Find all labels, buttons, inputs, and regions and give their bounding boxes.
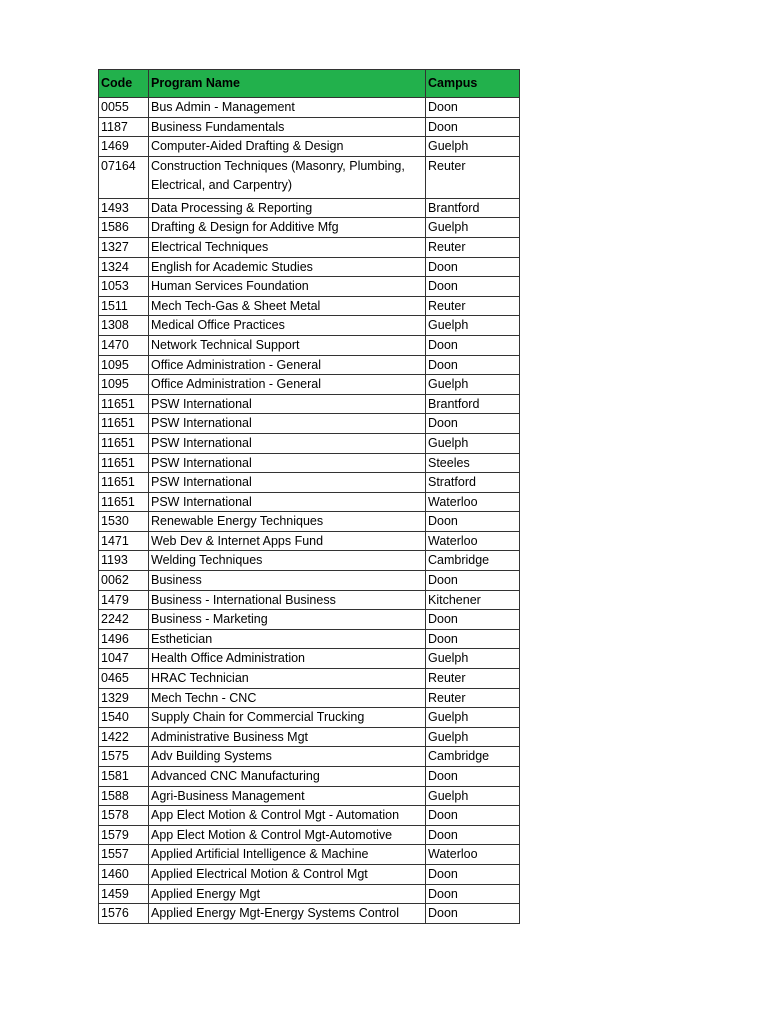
table-row <box>99 156 520 198</box>
cell-program-name: Business Fundamentals <box>149 117 426 137</box>
cell-campus: Reuter <box>426 669 520 689</box>
table-row <box>99 825 520 845</box>
cell-campus: Doon <box>426 629 520 649</box>
cell-program-name: Office Administration - General <box>149 355 426 375</box>
cell-program-name: Esthetician <box>149 629 426 649</box>
cell-campus: Guelph <box>426 433 520 453</box>
cell-program-name: PSW International <box>149 394 426 414</box>
table-row <box>99 473 520 493</box>
cell-code: 1579 <box>99 825 149 845</box>
table-row <box>99 137 520 157</box>
table-row <box>99 98 520 118</box>
cell-program-name: Welding Techniques <box>149 551 426 571</box>
cell-code: 1576 <box>99 904 149 924</box>
cell-program-name: Business <box>149 571 426 591</box>
table-row <box>99 590 520 610</box>
cell-program-name: Agri-Business Management <box>149 786 426 806</box>
cell-code: 1469 <box>99 137 149 157</box>
cell-program-name: Applied Energy Mgt <box>149 884 426 904</box>
cell-code: 1578 <box>99 806 149 826</box>
cell-program-name: Electrical Techniques <box>149 237 426 257</box>
cell-program-name: Applied Electrical Motion & Control Mgt <box>149 864 426 884</box>
table-row <box>99 610 520 630</box>
cell-program-name: App Elect Motion & Control Mgt - Automation <box>149 806 426 826</box>
cell-code: 1479 <box>99 590 149 610</box>
table-row <box>99 296 520 316</box>
cell-campus: Guelph <box>426 375 520 395</box>
cell-campus: Doon <box>426 884 520 904</box>
table-row <box>99 806 520 826</box>
cell-program-name: Supply Chain for Commercial Trucking <box>149 708 426 728</box>
cell-campus: Guelph <box>426 649 520 669</box>
table-row <box>99 531 520 551</box>
cell-program-name: Drafting & Design for Additive Mfg <box>149 218 426 238</box>
table-row <box>99 904 520 924</box>
cell-program-name: Advanced CNC Manufacturing <box>149 767 426 787</box>
cell-program-name: PSW International <box>149 433 426 453</box>
table-row <box>99 571 520 591</box>
cell-program-name: Business - International Business <box>149 590 426 610</box>
cell-campus: Reuter <box>426 237 520 257</box>
table-row <box>99 375 520 395</box>
cell-code: 11651 <box>99 394 149 414</box>
table-row <box>99 433 520 453</box>
cell-code: 1095 <box>99 375 149 395</box>
cell-code: 1575 <box>99 747 149 767</box>
cell-program-name: English for Academic Studies <box>149 257 426 277</box>
cell-program-name: Applied Artificial Intelligence & Machine <box>149 845 426 865</box>
cell-code: 1588 <box>99 786 149 806</box>
cell-campus: Guelph <box>426 727 520 747</box>
cell-campus: Reuter <box>426 296 520 316</box>
cell-program-name: Applied Energy Mgt-Energy Systems Control <box>149 904 426 924</box>
cell-code: 11651 <box>99 453 149 473</box>
cell-campus: Cambridge <box>426 747 520 767</box>
cell-campus: Doon <box>426 277 520 297</box>
cell-campus: Doon <box>426 257 520 277</box>
cell-campus: Guelph <box>426 218 520 238</box>
cell-program-name: Bus Admin - Management <box>149 98 426 118</box>
cell-code: 1557 <box>99 845 149 865</box>
cell-campus: Doon <box>426 571 520 591</box>
cell-code: 1459 <box>99 884 149 904</box>
cell-campus: Doon <box>426 825 520 845</box>
cell-campus: Doon <box>426 117 520 137</box>
cell-campus: Kitchener <box>426 590 520 610</box>
cell-code: 1581 <box>99 767 149 787</box>
header-code: Code <box>99 70 149 98</box>
cell-campus: Doon <box>426 864 520 884</box>
table-row <box>99 316 520 336</box>
cell-program-name: HRAC Technician <box>149 669 426 689</box>
table-row <box>99 708 520 728</box>
cell-campus: Doon <box>426 610 520 630</box>
cell-program-name: PSW International <box>149 453 426 473</box>
table-row <box>99 649 520 669</box>
cell-program-name: Adv Building Systems <box>149 747 426 767</box>
table-row <box>99 727 520 747</box>
cell-code: 1095 <box>99 355 149 375</box>
cell-code: 1324 <box>99 257 149 277</box>
cell-code: 0055 <box>99 98 149 118</box>
cell-code: 1187 <box>99 117 149 137</box>
cell-program-name: Health Office Administration <box>149 649 426 669</box>
cell-code: 1329 <box>99 688 149 708</box>
table-row <box>99 117 520 137</box>
cell-program-name: Computer-Aided Drafting & Design <box>149 137 426 157</box>
table-row <box>99 237 520 257</box>
cell-campus: Reuter <box>426 156 520 198</box>
cell-code: 1586 <box>99 218 149 238</box>
cell-program-name: Business - Marketing <box>149 610 426 630</box>
cell-code: 1422 <box>99 727 149 747</box>
cell-campus: Doon <box>426 414 520 434</box>
table-row <box>99 845 520 865</box>
table-row <box>99 864 520 884</box>
cell-code: 1047 <box>99 649 149 669</box>
cell-program-name: App Elect Motion & Control Mgt-Automotive <box>149 825 426 845</box>
header-row <box>99 70 520 98</box>
cell-code: 1540 <box>99 708 149 728</box>
cell-program-name: Data Processing & Reporting <box>149 198 426 218</box>
cell-campus: Guelph <box>426 316 520 336</box>
table-row <box>99 492 520 512</box>
programs-table <box>98 69 520 924</box>
table-row <box>99 629 520 649</box>
cell-campus: Doon <box>426 904 520 924</box>
table-row <box>99 747 520 767</box>
cell-code: 2242 <box>99 610 149 630</box>
cell-program-name: Mech Techn - CNC <box>149 688 426 708</box>
table-row <box>99 198 520 218</box>
table-row <box>99 257 520 277</box>
cell-campus: Reuter <box>426 688 520 708</box>
table-row <box>99 512 520 532</box>
table-row <box>99 786 520 806</box>
cell-code: 1493 <box>99 198 149 218</box>
cell-program-name: Network Technical Support <box>149 335 426 355</box>
cell-program-name: PSW International <box>149 492 426 512</box>
cell-program-name: PSW International <box>149 414 426 434</box>
cell-campus: Doon <box>426 512 520 532</box>
cell-program-name: Web Dev & Internet Apps Fund <box>149 531 426 551</box>
table-row <box>99 414 520 434</box>
table-row <box>99 394 520 414</box>
table-row <box>99 335 520 355</box>
header-campus: Campus <box>426 70 520 98</box>
cell-code: 11651 <box>99 492 149 512</box>
cell-code: 1327 <box>99 237 149 257</box>
cell-code: 0062 <box>99 571 149 591</box>
cell-code: 1193 <box>99 551 149 571</box>
cell-code: 0465 <box>99 669 149 689</box>
cell-campus: Doon <box>426 335 520 355</box>
cell-program-name: Office Administration - General <box>149 375 426 395</box>
cell-campus: Cambridge <box>426 551 520 571</box>
cell-code: 1460 <box>99 864 149 884</box>
table-row <box>99 551 520 571</box>
cell-code: 1530 <box>99 512 149 532</box>
cell-code: 07164 <box>99 156 149 198</box>
cell-program-name: Construction Techniques (Masonry, Plumbing, Electrical, and Carpentry) <box>149 156 426 198</box>
cell-code: 1308 <box>99 316 149 336</box>
cell-campus: Steeles <box>426 453 520 473</box>
cell-code: 1471 <box>99 531 149 551</box>
cell-campus: Waterloo <box>426 492 520 512</box>
cell-campus: Brantford <box>426 198 520 218</box>
table-row <box>99 453 520 473</box>
table-row <box>99 218 520 238</box>
cell-campus: Stratford <box>426 473 520 493</box>
cell-code: 11651 <box>99 433 149 453</box>
cell-campus: Doon <box>426 806 520 826</box>
cell-code: 1511 <box>99 296 149 316</box>
cell-code: 1496 <box>99 629 149 649</box>
cell-code: 11651 <box>99 414 149 434</box>
cell-program-name: PSW International <box>149 473 426 493</box>
cell-code: 11651 <box>99 473 149 493</box>
cell-program-name: Mech Tech-Gas & Sheet Metal <box>149 296 426 316</box>
table-row <box>99 669 520 689</box>
table-row <box>99 277 520 297</box>
cell-program-name: Human Services Foundation <box>149 277 426 297</box>
table-row <box>99 767 520 787</box>
cell-campus: Guelph <box>426 137 520 157</box>
cell-code: 1053 <box>99 277 149 297</box>
header-program-name: Program Name <box>149 70 426 98</box>
cell-code: 1470 <box>99 335 149 355</box>
cell-campus: Guelph <box>426 786 520 806</box>
cell-program-name: Administrative Business Mgt <box>149 727 426 747</box>
cell-campus: Doon <box>426 767 520 787</box>
table-row <box>99 884 520 904</box>
cell-campus: Doon <box>426 355 520 375</box>
cell-campus: Waterloo <box>426 845 520 865</box>
table-row <box>99 355 520 375</box>
table-row <box>99 688 520 708</box>
cell-campus: Waterloo <box>426 531 520 551</box>
table-body <box>99 98 520 924</box>
cell-campus: Brantford <box>426 394 520 414</box>
cell-program-name: Medical Office Practices <box>149 316 426 336</box>
cell-program-name: Renewable Energy Techniques <box>149 512 426 532</box>
cell-campus: Doon <box>426 98 520 118</box>
cell-campus: Guelph <box>426 708 520 728</box>
